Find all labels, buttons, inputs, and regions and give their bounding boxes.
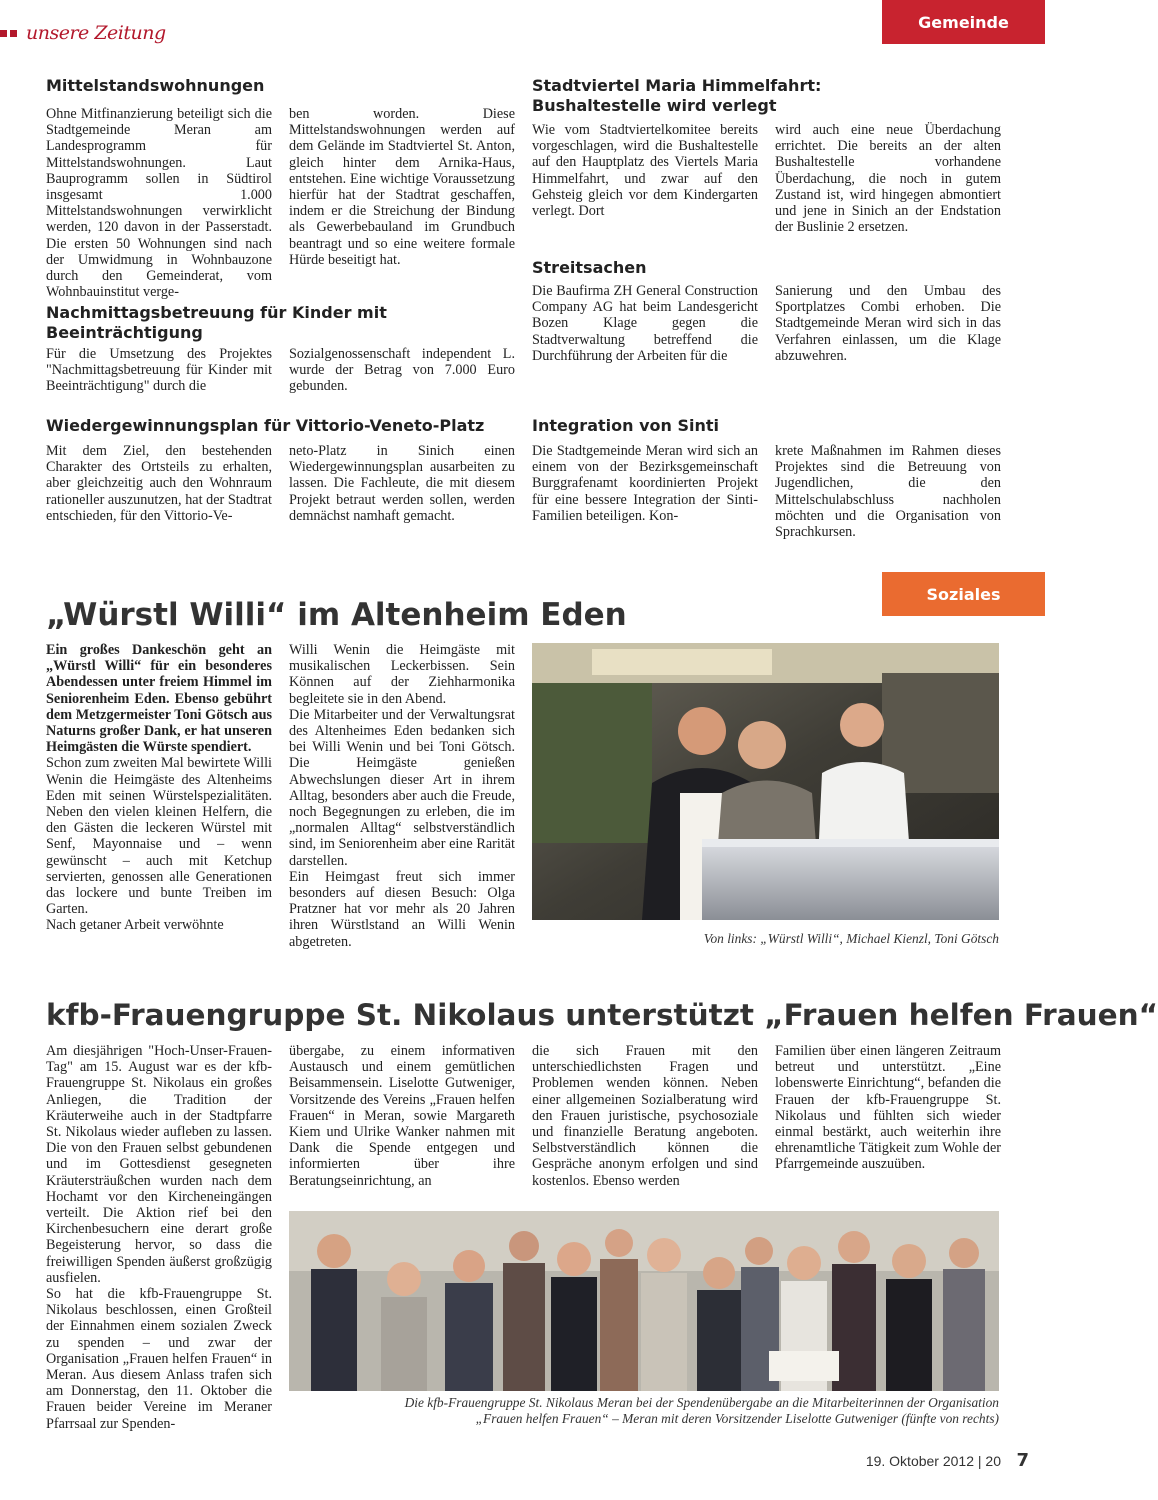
article-title-sinti: Integration von Sinti [532,416,719,435]
photo-kfb-group [289,1211,999,1391]
article-title-nachmittag: Nachmittagsbetreuung für Kinder mit Beeinträchtigung [46,303,387,342]
article-text-streit-col2: Sanierung und den Umbau des Sportplatzes Combi erhoben. Die Stadtgemeinde Meran wird sich in das Verfahren einlassen, um die Klage abzuwehren. [775,283,1001,364]
article-paragraph: Nach getaner Arbeit verwöhnte [46,917,224,934]
article-paragraph: Schon zum zweiten Mal bewirtete Willi Wenin die Heimgäste des Altenheims Eden mit seinen Würstelspezialitäten. Neben den vielen kleinen Helfern, die den Gästen die leckeren Würstel mit Senf, Mayonnaise und – wenn gewünscht – auch mit Ketchup servierten, genossen alle Generationen das lockere und bunte Treiben im Garten. [46,755,272,918]
logo-square [0,30,7,37]
logo-square [10,30,17,37]
article-paragraph: So hat die kfb-Frauengruppe St. Nikolaus beschlossen, einen Großteil der Einnahmen einem sozialen Zweck zu spenden – und zwar der Organisation „Frauen helfen Frauen“ in Meran. Aus diesem Anlass trafen sich am Donnerstag, den 11. Oktober die Frauen beider Vereine im Meraner Pfarrsaal zur Spenden- [46,1286,272,1432]
logo-text: unsere Zeitung [26,22,166,44]
article-text-sinti-col2: krete Maßnahmen im Rahmen dieses Projektes sind die Betreuung von Jugendlichen, die den Mittelschulabschluss nachholen möchten und die Organisation von Sprachkursen. [775,443,1001,541]
section-tab-soziales: Soziales [882,572,1045,616]
article-text-mittelstand-col2: ben worden. Diese Mittelstandswohnungen werden auf dem Gelände im Stadtviertel St. Anton, gleich hinter dem Arnika-Haus, entstehen. Eine wichtige Voraussetzung hierfür hat der Stadtrat geschaffen, indem er die Streichung der Bindung als Gewerbebauland im Grundbuch beantragt und so eine weitere formale Hürde beseitigt hat. [289,106,515,268]
article-paragraph: Ein Heimgast freut sich immer besonders auf diesen Besuch: Olga Pratzner hat vor mehr als 20 Jahren ihren Würstlstand an Willi Wenin abgetreten. [289,868,515,950]
article-title-streit: Streitsachen [532,258,647,277]
photo-caption-kfb [289,1395,999,1427]
page-number: 7 [1016,1450,1029,1471]
article-text-vittorio-col1: Mit dem Ziel, den bestehenden Charakter des Ortsteils zu erhalten, aber gleichzeitig auch den Wohnraum rationeller auszunutzen, hat der Stadtrat entschieden, für den Vittorio-Ve- [46,443,272,524]
photo-wuerstl-willi [532,643,999,920]
article-paragraph: Die Mitarbeiter und der Verwaltungsrat des Altenheimes Eden bedanken sich bei Willi Wenin und bei Toni Götsch. Die Heimgäste genießen Abwechslungen dieser Art in ihrem Alltag, besonders aber auch die Freude, noch Begegnungen zu erleben, die im „normalen Alltag“ selbstverständlich sind, im Seniorenheim aber eine Rarität darstellen. [289,706,515,869]
article-text-vittorio-col2: neto-Platz in Sinich einen Wiedergewinnungsplan ausarbeiten zu lassen. Die Fachleute, die mit diesem Projekt betraut werden sollen, werden demnächst namhaft gemacht. [289,443,515,524]
section-tab-gemeinde: Gemeinde [882,0,1045,44]
article-text-sinti-col1: Die Stadtgemeinde Meran wird sich an einem von der Bezirksgemeinschaft Burggrafenamt koordinierten Projekt für eine bessere Integration der Sinti-Familien beteiligen. Kon- [532,443,758,524]
caption-line: Die kfb-Frauengruppe St. Nikolaus Meran bei der Spendenübergabe an die Mitarbeiterinnen der Organisation [404,1395,999,1410]
footer-date-issue: 19. Oktober 2012 | 20 [865,1453,1001,1469]
article-text-wuerstl-col1 [46,642,272,934]
article-text-mittelstand-col1: Ohne Mitfinanzierung beteiligt sich die Stadtgemeinde Meran am Landesprogramm für Mittelstandswohnungen. Laut Bauprogramm sollen in Südtirol insgesamt 1.000 Mittelstandswohnungen verwirklicht werden, 120 davon in der Passerstadt. Die ersten 50 Wohnungen sind nach der Umwidmung in Wohnbauzone durch den Gemeinderat, vom Wohnbauinstitut verge- [46,106,272,301]
article-text-maria-col2: wird auch eine neue Überdachung errichtet. Die bereits an der alten Bushaltestelle vorhandene Überdachung, die noch in gutem Zustand ist, wird hingegen abmontiert und jene in Sinich an der Endstation der Buslinie 2 ersetzen. [775,122,1001,236]
article-text-kfb-col4: Familien über einen längeren Zeitraum betreut und unterstützt. „Eine lobenswerte Einrichtung“, befanden die Frauen der kfb-Frauengruppe St. Nikolaus und fühlten sich wieder einmal bestärkt, auch weiterhin ihre ehrenamtliche Tätigkeit zum Wohle der Pfarrgemeinde auszuüben. [775,1043,1001,1173]
article-paragraph: Willi Wenin die Heimgäste mit musikalischen Leckerbissen. Sein Können auf der Ziehharmonika begleitete sie in den Abend. [289,642,515,707]
photo-illustration [289,1211,999,1391]
article-text-maria-col1: Wie vom Stadtviertelkomitee bereits vorgeschlagen, wird die Bushaltestelle auf den Hauptplatz des Viertels Maria Himmelfahrt, und zwar auf den Gehsteig gleich vor dem Kindergarten verlegt. Dort [532,122,758,220]
headline-wuerstl-willi: „Würstl Willi“ im Altenheim Eden [46,597,627,633]
article-text-nachmittag-col1: Für die Umsetzung des Projektes "Nachmittagsbetreuung für Kinder mit Beeinträchtigung" durch die [46,346,272,395]
article-text-streit-col1: Die Baufirma ZH General Construction Company AG hat beim Landesgericht Bozen Klage gegen die Stadtverwaltung betreffend die Durchführung der Arbeiten für die [532,283,758,364]
caption-line: „Frauen helfen Frauen“ – Meran mit deren Vorsitzender Liselotte Gutweniger (fünfte von rechts) [475,1411,999,1426]
article-text-kfb-col3: die sich Frauen mit den unterschiedlichsten Fragen und Problemen wenden können. Neben einer allgemeinen Sozialberatung wird den Frauen juristische, psychosoziale und finanzielle Beratung angeboten. Selbstverständlich können die Gespräche anonym erfolgen und sind kostenlos. Ebenso werden [532,1043,758,1189]
article-lead: Ein großes Dankeschön geht an „Würstl Willi“ für ein besonderes Abendessen unter freiem Himmel im Seniorenheim Eden. Ebenso gebührt dem Metzgermeister Toni Götsch aus Naturns großer Dank, er hat unseren Heimgästen die Würste spendiert. [46,642,272,756]
article-text-nachmittag-col2: Sozialgenossenschaft independent L. wurde der Betrag von 7.000 Euro gebunden. [289,346,515,395]
article-title-mittelstand: Mittelstandswohnungen [46,76,265,95]
article-title-vittorio: Wiedergewinnungsplan für Vittorio-Veneto-Platz [46,416,485,435]
article-title-maria: Stadtviertel Maria Himmelfahrt: Bushaltestelle wird verlegt [532,76,822,115]
photo-illustration [532,643,999,920]
masthead-logo [0,18,166,48]
headline-kfb: kfb-Frauengruppe St. Nikolaus unterstützt „Frauen helfen Frauen“ [46,998,1158,1032]
article-text-kfb-col2: übergabe, zu einem informativen Austausch und einem gemütlichen Beisammensein. Liselotte Gutweniger, Vorsitzende des Vereins „Frauen helfen Frauen“ in Meran, sowie Margareth Kiem und Ulrike Wanker nahmen mit Dank die Spende entgegen und informierten über ihre Beratungseinrichtung, an [289,1043,515,1189]
photo-caption-wuerstl: Von links: „Würstl Willi“, Michael Kienzl, Toni Götsch [703,931,999,946]
article-paragraph: Am diesjährigen "Hoch-Unser-Frauen-Tag" am 15. August war es der kfb-Frauengruppe St. Nikolaus ein großes Anliegen, die Tradition der Kräuterweihe auch in der Stadtpfarre St. Nikolaus wieder aufleben zu lassen. Die von den Frauen selbst gebundenen und im Gottesdienst gesegneten Kräutersträußchen wurden nach dem Hochamt vor den Kircheneingängen verteilt. Die Aktion rief bei den Kirchenbesuchern eine derart große Begeisterung hervor, so dass die freiwilligen Spenden äußerst großzügig ausfielen. [46,1043,272,1286]
article-text-kfb-col1 [46,1043,272,1432]
article-text-wuerstl-col2 [289,642,515,950]
